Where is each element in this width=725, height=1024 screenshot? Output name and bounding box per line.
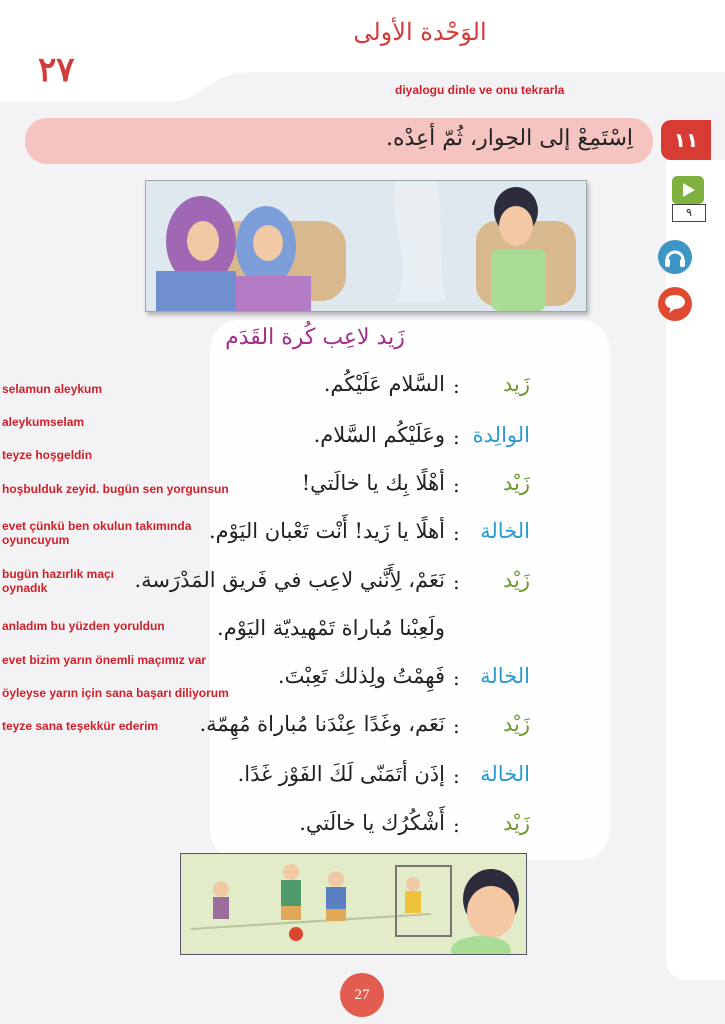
colon: : [453,666,460,690]
speaker-label: الخالة [480,519,530,543]
speaker-label: زَيْد [502,568,530,592]
headphones-icon[interactable] [658,240,692,274]
speaker-label: الخالة [480,762,530,786]
dialogue-line: نَعَم، وغَدًا عِنْدَنا مُباراة مُهِمّة. [199,712,445,736]
speaker-label: زَيْد [502,811,530,835]
dialogue-line: نَعَمْ، لِأَنَّني لاعِب في فَريق المَدْرَسة. [134,568,445,592]
dialogue-line: السَّلام عَلَيْكُم. [323,372,445,396]
dialogue-line: إذَن أتَمَنّى لَكَ الفَوْز غَدًا. [237,762,445,786]
dialogue-title: زَيد لاعِب كُرة القَدَم [225,325,405,350]
translation-note: bugün hazırlık maçı oynadık [2,567,115,595]
dialogue-line: أَشْكُرُك يا خالَتي. [299,811,445,835]
play-icon[interactable] [672,176,704,204]
translation-note: teyze hoşgeldin [2,448,93,462]
speaker-label: زَيد [502,372,530,396]
dialogue-line: فَهِمْتُ ولِذلك تَعِبْتَ. [277,664,445,688]
translation-note: hoşbulduk zeyid. bugün sen yorgunsun [2,482,229,496]
colon: : [453,521,460,545]
colon: : [453,473,460,497]
colon: : [453,813,460,837]
unit-title: الوَحْدة الأولى [353,18,487,46]
instruction-arabic: اِسْتَمِعْ إلى الحِوار، ثُمّ أعِدْه. [385,126,633,151]
translation-note: aleykumselam [2,415,85,429]
dialogue-line: ولَعِبْنا مُباراة تَمْهيديّة اليَوْم. [217,616,445,640]
football-illustration [180,853,527,955]
video-number: ٩ [672,204,706,222]
colon: : [453,764,460,788]
instruction-bar [25,118,653,164]
family-illustration [145,180,587,312]
colon: : [453,570,460,594]
translation-note: öyleyse yarın için sana başarı diliyorum [2,686,229,700]
speaker-label: الخالة [480,664,530,688]
colon: : [453,425,460,449]
speech-bubble-icon[interactable] [658,287,692,321]
exercise-number: ١١ [661,120,711,160]
translation-note: evet bizim yarın önemli maçımız var [2,653,207,667]
dialogue-line: أهْلًا بِك يا خالَتي! [301,471,445,495]
instruction-translation: diyalogu dinle ve onu tekrarla [395,83,565,97]
speaker-label: الوالِدة [472,423,530,447]
colon: : [453,374,460,398]
side-strip [666,160,725,980]
translation-note: selamun aleykum [2,382,103,396]
dialogue-line: وعَلَيْكُم السَّلام. [313,423,445,447]
translation-note: anladım bu yüzden yoruldun [2,619,165,633]
dialogue-line: أهلًا يا زَيد! أَنْت تَعْبان اليَوْم. [208,519,445,543]
page-number-bottom: 27 [340,973,384,1017]
page-number-top: ٢٧ [38,50,75,90]
translation-note: evet çünkü ben okulun takımında oyuncuyum [2,519,192,547]
speaker-label: زَيْد [502,471,530,495]
translation-note: teyze sana teşekkür ederim [2,719,159,733]
colon: : [453,714,460,738]
speaker-label: زَيْد [502,712,530,736]
